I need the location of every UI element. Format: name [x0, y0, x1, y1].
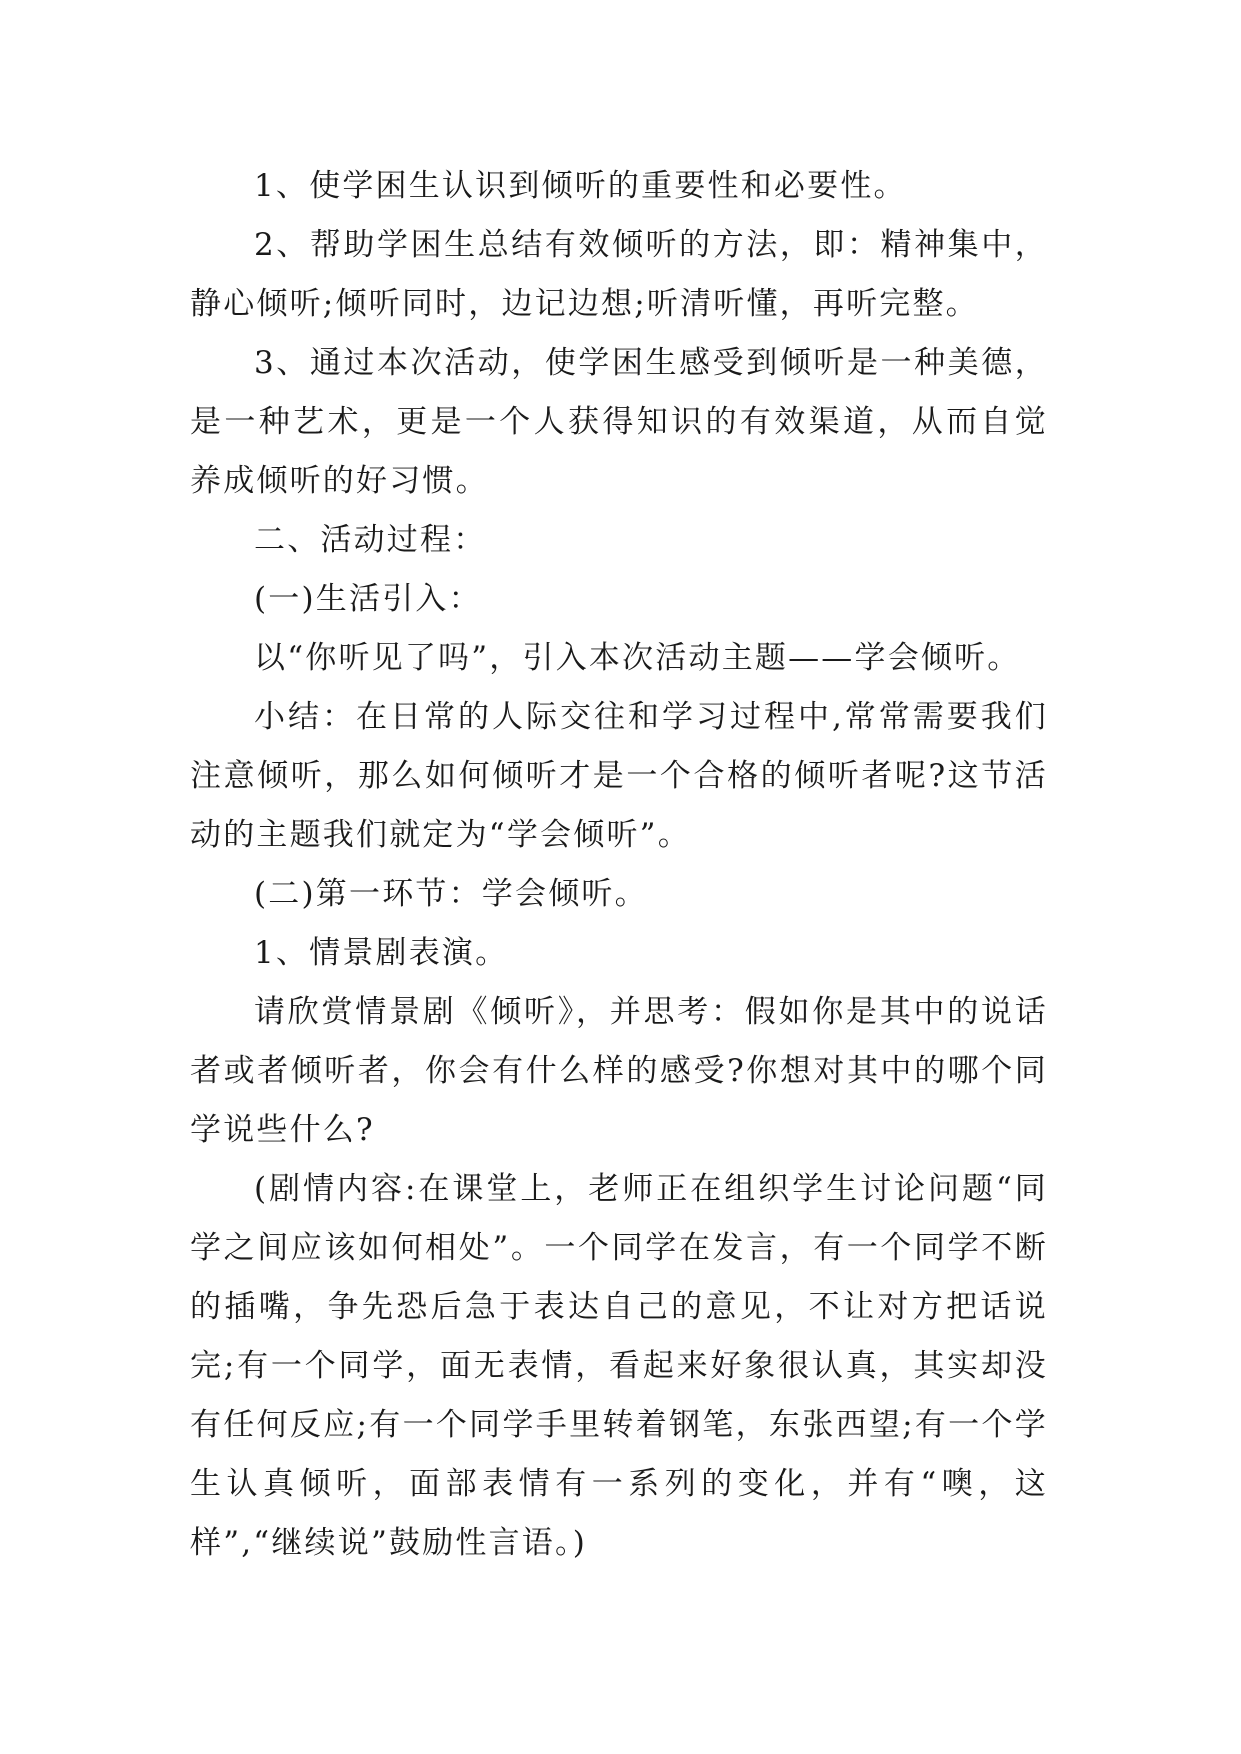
objective-1: 1、使学困生认识到倾听的重要性和必要性。 [254, 168, 907, 204]
intro-paragraph: 以“你听见了吗”，引入本次活动主题——学会倾听。 [254, 640, 1021, 676]
objective-2: 2、帮助学困生总结有效倾听的方法，即：精神集中，静心倾听;倾听同时，边记边想;听清听懂，再听完整。 [190, 227, 1048, 322]
step-item-skit: 1、情景剧表演。 [254, 935, 509, 971]
skit-question-paragraph: 请欣赏情景剧《倾听》，并思考：假如你是其中的说话者或者倾听者，你会有什么样的感受?你想对其中的哪个同学说些什么? [190, 994, 1048, 1148]
subsection-heading-step-one: (二)第一环节：学会倾听。 [254, 876, 648, 912]
skit-content-paragraph: (剧情内容:在课堂上，老师正在组织学生讨论问题“同学之间应该如何相处”。一个同学在发言，有一个同学不断的插嘴，争先恐后急于表达自己的意见，不让对方把话说完;有一个同学，面无表情，看起来好象很认真，其实却没有任何反应;有一个同学手里转着钢笔，东张西望;有一个学生认真倾听，面部表情有一系列的变化，并有“噢，这样”,“继续说”鼓励性言语。) [190, 1171, 1048, 1561]
subsection-heading-intro: (一)生活引入： [254, 581, 482, 617]
summary-paragraph: 小结：在日常的人际交往和学习过程中,常常需要我们注意倾听，那么如何倾听才是一个合格的倾听者呢?这节活动的主题我们就定为“学会倾听”。 [190, 699, 1048, 853]
section-heading-process: 二、活动过程： [254, 522, 487, 558]
document-page [190, 157, 1048, 1573]
objective-3: 3、通过本次活动，使学困生感受到倾听是一种美德，是一种艺术，更是一个人获得知识的有效渠道，从而自觉养成倾听的好习惯。 [190, 345, 1048, 499]
